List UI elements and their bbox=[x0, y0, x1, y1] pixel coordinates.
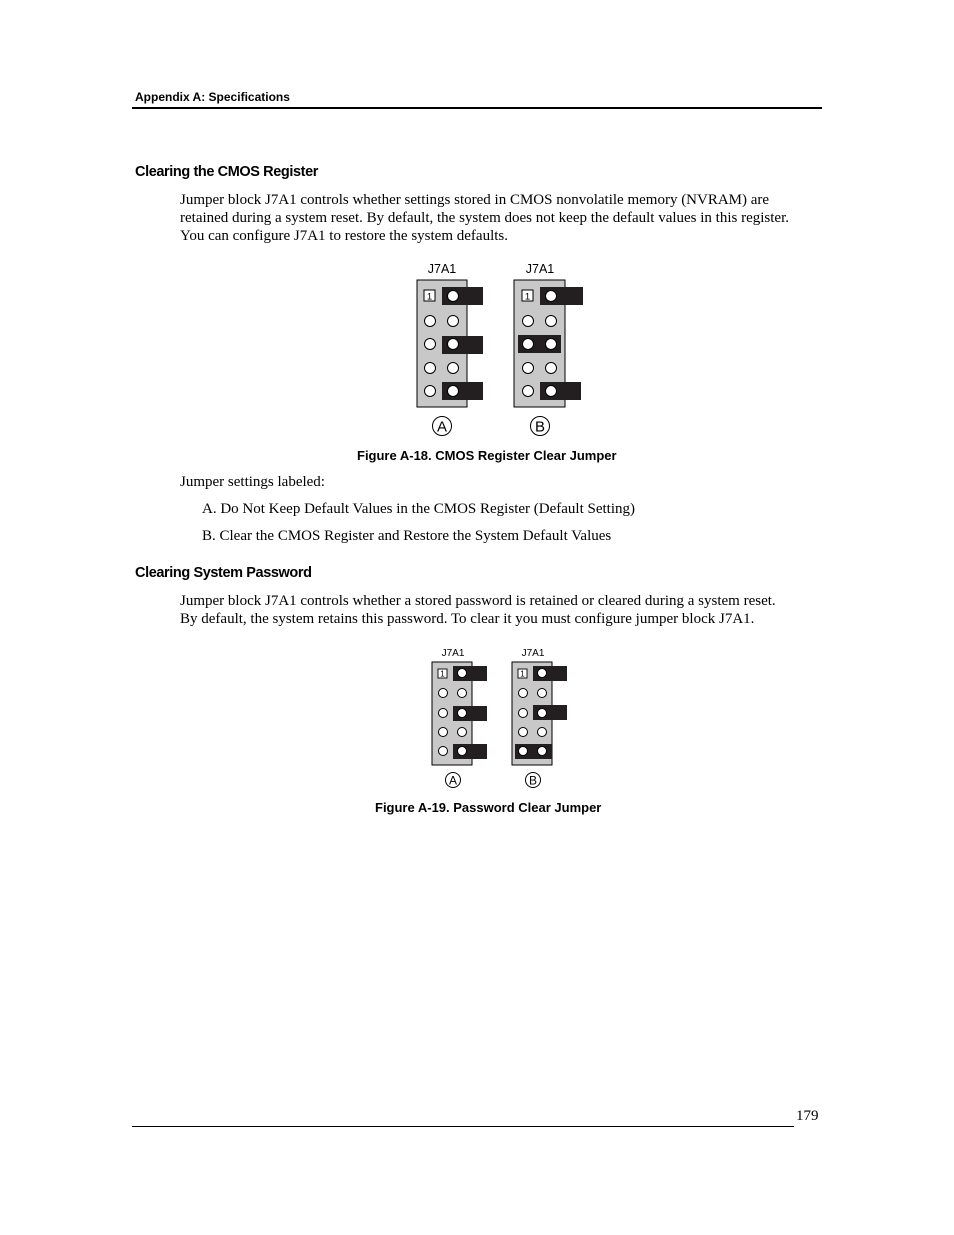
pin-one-label: 1 bbox=[520, 669, 525, 679]
settings-intro: Jumper settings labeled: bbox=[180, 474, 325, 490]
pin bbox=[439, 747, 448, 756]
pin bbox=[546, 386, 557, 397]
paragraph-line: retained during a system reset. By default, the system does not keep the default values in this register. bbox=[180, 210, 790, 226]
paragraph-line: Jumper block J7A1 controls whether a stored password is retained or cleared during a system reset. bbox=[180, 593, 776, 609]
page-number: 179 bbox=[796, 1108, 819, 1124]
pin bbox=[425, 386, 436, 397]
header-rule bbox=[132, 107, 822, 109]
list-item: A. Do Not Keep Default Values in the CMOS Register (Default Setting) bbox=[202, 501, 635, 517]
figure-caption-cmos: Figure A-18. CMOS Register Clear Jumper bbox=[357, 448, 617, 463]
list-item: B. Clear the CMOS Register and Restore the System Default Values bbox=[202, 528, 612, 544]
variant-label-a: A bbox=[448, 773, 458, 788]
cmos-jumper-figure bbox=[400, 255, 600, 440]
pin bbox=[538, 669, 547, 678]
pin bbox=[439, 709, 448, 718]
pin bbox=[425, 339, 436, 350]
pin bbox=[523, 363, 534, 374]
pin bbox=[538, 689, 547, 698]
password-jumper-figure bbox=[425, 644, 585, 794]
pin bbox=[439, 689, 448, 698]
pin bbox=[439, 728, 448, 737]
section-heading-password: Clearing System Password bbox=[135, 565, 312, 581]
pin bbox=[425, 316, 436, 327]
block-label-a: J7A1 bbox=[441, 648, 465, 659]
variant-label-b: B bbox=[534, 418, 546, 436]
pin bbox=[538, 747, 547, 756]
pin bbox=[519, 689, 528, 698]
pin-one-label: 1 bbox=[426, 291, 433, 303]
block-label-b: J7A1 bbox=[525, 262, 555, 276]
pin bbox=[448, 363, 459, 374]
pin bbox=[448, 316, 459, 327]
block-label-b: J7A1 bbox=[521, 648, 545, 659]
paragraph-line: By default, the system retains this password. To clear it you must configure jumper block J7A1. bbox=[180, 611, 755, 627]
paragraph-password bbox=[180, 592, 825, 628]
pin bbox=[546, 316, 557, 327]
paragraph-cmos bbox=[180, 191, 825, 245]
pin bbox=[425, 363, 436, 374]
pin bbox=[458, 709, 467, 718]
variant-label-b: B bbox=[528, 773, 538, 788]
pin bbox=[458, 689, 467, 698]
running-head: Appendix A: Specifications bbox=[135, 90, 290, 104]
pin bbox=[519, 728, 528, 737]
pin bbox=[538, 728, 547, 737]
paragraph-line: You can configure J7A1 to restore the system defaults. bbox=[180, 228, 508, 244]
pin-one-label: 1 bbox=[524, 291, 531, 303]
pin bbox=[546, 291, 557, 302]
pin bbox=[546, 363, 557, 374]
pin bbox=[448, 339, 459, 350]
pin bbox=[448, 386, 459, 397]
paragraph-line: Jumper block J7A1 controls whether settings stored in CMOS nonvolatile memory (NVRAM) are bbox=[180, 192, 770, 208]
pin bbox=[458, 747, 467, 756]
pin bbox=[519, 709, 528, 718]
pin bbox=[523, 339, 534, 350]
pin bbox=[458, 728, 467, 737]
figure-caption-password: Figure A-19. Password Clear Jumper bbox=[375, 800, 602, 815]
pin bbox=[546, 339, 557, 350]
pin bbox=[538, 709, 547, 718]
pin bbox=[458, 669, 467, 678]
section-heading-cmos: Clearing the CMOS Register bbox=[135, 164, 318, 180]
pin bbox=[523, 386, 534, 397]
block-label-a: J7A1 bbox=[427, 262, 457, 276]
pin bbox=[523, 316, 534, 327]
footer-rule bbox=[132, 1126, 794, 1127]
pin bbox=[519, 747, 528, 756]
variant-label-a: A bbox=[436, 418, 448, 436]
pin bbox=[448, 291, 459, 302]
pin-one-label: 1 bbox=[440, 669, 445, 679]
